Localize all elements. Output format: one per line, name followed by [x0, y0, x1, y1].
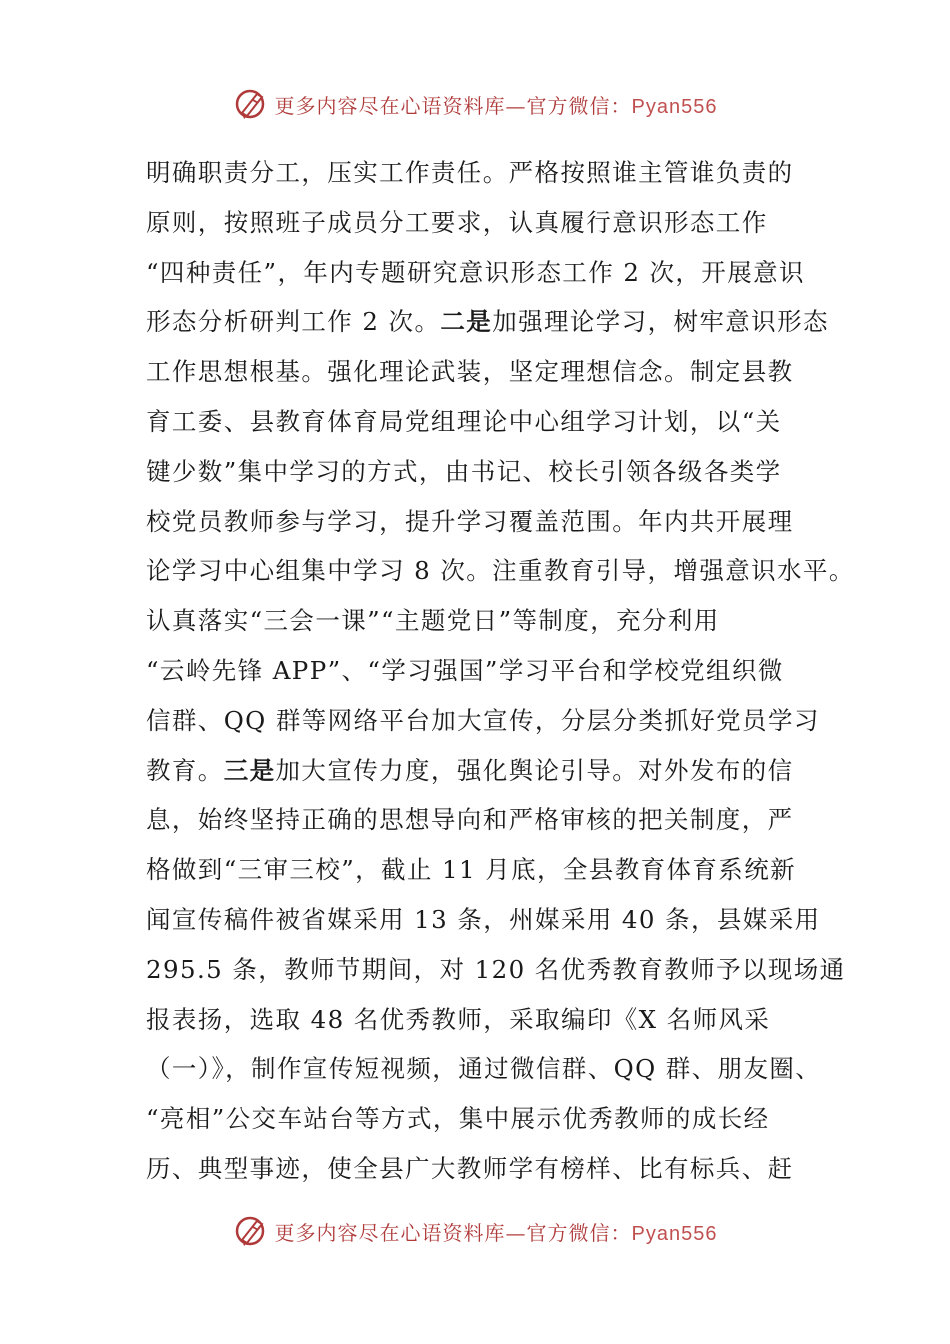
text-run: 教育。	[146, 755, 224, 785]
text-run: 息，始终坚持正确的思想导向和严格审核的把关制度，严	[146, 805, 794, 835]
pen-logo-icon	[233, 86, 269, 122]
text-line	[146, 148, 826, 198]
text-line	[146, 945, 846, 995]
header-banner	[0, 84, 950, 124]
text-line	[146, 1094, 826, 1144]
text-run: 工作思想根基。强化理论武装，坚定理想信念。制定县教	[146, 357, 794, 387]
text-line	[146, 546, 855, 596]
banner-text	[275, 90, 718, 119]
text-line	[146, 696, 826, 746]
text-line	[146, 596, 826, 646]
text-run: 格做到“三审三校”，截止 11 月底，全县教育体育系统新	[146, 855, 796, 885]
text-run: 形态分析研判工作 2 次。	[146, 307, 441, 337]
text-line	[146, 995, 826, 1045]
text-line	[146, 447, 826, 497]
text-line	[146, 1044, 826, 1094]
text-run: 信群、QQ 群等网络平台加大宣传，分层分类抓好党员学习	[146, 705, 820, 735]
text-line	[146, 297, 829, 347]
bold-run: 二是	[440, 307, 493, 337]
text-run: 295.5 条，教师节期间，对 120 名优秀教育教师予以现场通	[146, 954, 846, 984]
banner-text-cn: 更多内容尽在心语资料库—官方微信：	[274, 93, 632, 118]
text-line	[146, 646, 826, 696]
banner-text-cn: 更多内容尽在心语资料库—官方微信：	[274, 1220, 632, 1245]
text-run: 校党员教师参与学习，提升学习覆盖范围。年内共开展理	[146, 506, 794, 536]
text-run: “四种责任”，年内专题研究意识形态工作 2 次，开展意识	[146, 257, 805, 287]
text-line	[146, 746, 826, 796]
text-run: 历、典型事迹，使全县广大教师学有榜样、比有标兵、赶	[146, 1153, 794, 1183]
text-run: 报表扬，选取 48 名优秀教师，采取编印《X 名师风采	[146, 1004, 771, 1034]
text-run: 明确职责分工，压实工作责任。严格按照谁主管谁负责的	[146, 158, 794, 187]
text-line	[146, 895, 826, 945]
text-run: 键少数”集中学习的方式，由书记、校长引领各级各类学	[146, 456, 782, 486]
text-run: “亮相”公交车站台等方式，集中展示优秀教师的成长经	[146, 1104, 770, 1134]
text-line	[146, 397, 826, 447]
text-run: 原则，按照班子成员分工要求，认真履行意识形态工作	[146, 207, 768, 237]
text-line	[146, 795, 826, 845]
text-run: 加大宣传力度，强化舆论引导。对外发布的信	[275, 755, 794, 785]
banner-wechat-id: Pyan556	[631, 95, 718, 118]
text-line	[146, 198, 826, 248]
text-run: 加强理论学习，树牢意识形态	[492, 307, 829, 337]
bold-run: 三是	[223, 755, 276, 785]
pen-logo-icon	[233, 1213, 269, 1249]
footer-banner	[0, 1211, 950, 1251]
text-run: 闻宣传稿件被省媒采用 13 条，州媒采用 40 条，县媒采用	[146, 904, 821, 934]
text-line	[146, 845, 826, 895]
text-line	[146, 347, 826, 397]
banner-text	[275, 1217, 718, 1246]
text-run: 认真落实“三会一课”“主题党日”等制度，充分利用	[146, 606, 720, 636]
document-body	[146, 148, 855, 1194]
text-run: （一）》，制作宣传短视频，通过微信群、QQ 群、朋友圈、	[146, 1054, 822, 1084]
text-line	[146, 248, 826, 298]
text-run: 育工委、县教育体育局党组理论中心组学习计划，以“关	[146, 406, 782, 436]
text-line	[146, 1144, 826, 1194]
text-run: “云岭先锋 APP”、“学习强国”学习平台和学校党组织微	[146, 655, 784, 685]
banner-wechat-id: Pyan556	[631, 1222, 718, 1245]
text-line	[146, 497, 826, 547]
text-run: 论学习中心组集中学习 8 次。注重教育引导，增强意识水平。	[146, 556, 855, 586]
